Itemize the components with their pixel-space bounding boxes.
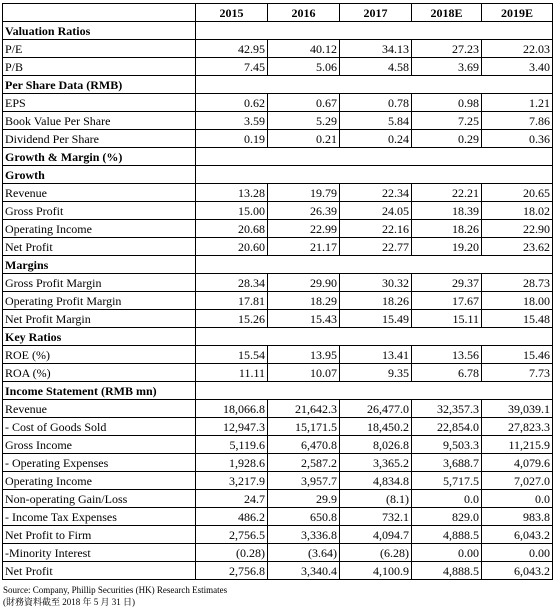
value-cell: 13.28 <box>196 184 268 202</box>
value-cell: 5,119.6 <box>196 436 268 454</box>
value-cell: 26,477.0 <box>340 400 412 418</box>
value-cell: 4,888.5 <box>412 562 482 580</box>
value-cell: 22.34 <box>340 184 412 202</box>
table-row <box>3 274 553 292</box>
value-cell: 0.36 <box>482 130 553 148</box>
value-cell: 40.12 <box>268 40 340 58</box>
value-cell: 2,756.5 <box>196 526 268 544</box>
value-cell: 7.86 <box>482 112 553 130</box>
section-header-row <box>3 166 553 184</box>
value-cell: 18.26 <box>340 292 412 310</box>
row-label: ROA (%) <box>3 364 196 382</box>
value-cell: 15.11 <box>412 310 482 328</box>
section-title: Growth & Margin (%) <box>3 148 196 166</box>
table-row <box>3 364 553 382</box>
value-cell: 28.73 <box>482 274 553 292</box>
section-header-row <box>3 148 553 166</box>
section-blank-cell <box>196 256 553 274</box>
value-cell: 15.54 <box>196 346 268 364</box>
section-header-row <box>3 256 553 274</box>
value-cell: 22.99 <box>268 220 340 238</box>
value-cell: 12,947.3 <box>196 418 268 436</box>
value-cell: 29.37 <box>412 274 482 292</box>
value-cell: 22.16 <box>340 220 412 238</box>
row-label: Operating Profit Margin <box>3 292 196 310</box>
table-row <box>3 202 553 220</box>
value-cell: 4,094.7 <box>340 526 412 544</box>
value-cell: 13.95 <box>268 346 340 364</box>
value-cell: 2,587.2 <box>268 454 340 472</box>
value-cell: 3,957.7 <box>268 472 340 490</box>
row-label: Net Profit Margin <box>3 310 196 328</box>
value-cell: 17.81 <box>196 292 268 310</box>
value-cell: 4,079.6 <box>482 454 553 472</box>
year-header: 2016 <box>268 4 340 22</box>
row-label: -Minority Interest <box>3 544 196 562</box>
row-label: Non-operating Gain/Loss <box>3 490 196 508</box>
value-cell: 18,066.8 <box>196 400 268 418</box>
year-header: 2018E <box>412 4 482 22</box>
value-cell: 15.26 <box>196 310 268 328</box>
row-label: Operating Income <box>3 220 196 238</box>
value-cell: 3,340.4 <box>268 562 340 580</box>
value-cell: 20.60 <box>196 238 268 256</box>
table-row <box>3 472 553 490</box>
value-cell: 15.48 <box>482 310 553 328</box>
value-cell: 11.11 <box>196 364 268 382</box>
value-cell: 6.78 <box>412 364 482 382</box>
row-label: - Cost of Goods Sold <box>3 418 196 436</box>
value-cell: 5.06 <box>268 58 340 76</box>
value-cell: 0.00 <box>412 544 482 562</box>
section-title: Margins <box>3 256 196 274</box>
value-cell: 15.46 <box>482 346 553 364</box>
value-cell: 29.90 <box>268 274 340 292</box>
value-cell: 18.26 <box>412 220 482 238</box>
value-cell: 15.00 <box>196 202 268 220</box>
table-row <box>3 220 553 238</box>
value-cell: 42.95 <box>196 40 268 58</box>
value-cell: 4,834.8 <box>340 472 412 490</box>
financial-table-body <box>3 4 553 580</box>
value-cell: 829.0 <box>412 508 482 526</box>
value-cell: 27,823.3 <box>482 418 553 436</box>
row-label: Revenue <box>3 184 196 202</box>
date-note: (財務資料截至 2018 年 5 月 31 日) <box>3 597 135 607</box>
value-cell: 22.77 <box>340 238 412 256</box>
value-cell: 17.67 <box>412 292 482 310</box>
value-cell: 983.8 <box>482 508 553 526</box>
value-cell: 0.21 <box>268 130 340 148</box>
value-cell: 0.78 <box>340 94 412 112</box>
year-header: 2017 <box>340 4 412 22</box>
value-cell: 13.41 <box>340 346 412 364</box>
value-cell: 3,336.8 <box>268 526 340 544</box>
row-label: Gross Profit <box>3 202 196 220</box>
value-cell: 6,043.2 <box>482 526 553 544</box>
value-cell: 32,357.3 <box>412 400 482 418</box>
value-cell: 21,642.3 <box>268 400 340 418</box>
value-cell: 6,470.8 <box>268 436 340 454</box>
table-row <box>3 238 553 256</box>
value-cell: 5.84 <box>340 112 412 130</box>
value-cell: 18.39 <box>412 202 482 220</box>
section-blank-cell <box>196 328 553 346</box>
value-cell: 15.49 <box>340 310 412 328</box>
section-header-row <box>3 76 553 94</box>
row-label: Gross Income <box>3 436 196 454</box>
value-cell: 7.25 <box>412 112 482 130</box>
financial-summary <box>2 3 553 580</box>
value-cell: 22,854.0 <box>412 418 482 436</box>
value-cell: 26.39 <box>268 202 340 220</box>
year-header: 2019E <box>482 4 553 22</box>
table-row <box>3 346 553 364</box>
value-cell: 4,888.5 <box>412 526 482 544</box>
row-label: EPS <box>3 94 196 112</box>
source-note: Source: Company, Phillip Securities (HK) Research Estimates <box>3 585 228 595</box>
value-cell: 9.35 <box>340 364 412 382</box>
value-cell: 8,026.8 <box>340 436 412 454</box>
value-cell: 22.21 <box>412 184 482 202</box>
row-label: ROE (%) <box>3 346 196 364</box>
table-row <box>3 418 553 436</box>
section-blank-cell <box>196 148 553 166</box>
section-header-row <box>3 328 553 346</box>
value-cell: 27.23 <box>412 40 482 58</box>
value-cell: 15.43 <box>268 310 340 328</box>
table-row <box>3 130 553 148</box>
value-cell: 10.07 <box>268 364 340 382</box>
value-cell: 20.68 <box>196 220 268 238</box>
section-title: Growth <box>3 166 196 184</box>
value-cell: 0.19 <box>196 130 268 148</box>
value-cell: 18,450.2 <box>340 418 412 436</box>
value-cell: 29.9 <box>268 490 340 508</box>
row-label: - Income Tax Expenses <box>3 508 196 526</box>
value-cell: (6.28) <box>340 544 412 562</box>
table-row <box>3 436 553 454</box>
table-row <box>3 526 553 544</box>
value-cell: 7.73 <box>482 364 553 382</box>
value-cell: 0.62 <box>196 94 268 112</box>
header-corner-cell <box>3 4 196 22</box>
value-cell: 21.17 <box>268 238 340 256</box>
value-cell: 2,756.8 <box>196 562 268 580</box>
value-cell: (0.28) <box>196 544 268 562</box>
section-header-row <box>3 382 553 400</box>
value-cell: 0.0 <box>482 490 553 508</box>
section-blank-cell <box>196 22 553 40</box>
value-cell: 6,043.2 <box>482 562 553 580</box>
value-cell: 7,027.0 <box>482 472 553 490</box>
value-cell: 486.2 <box>196 508 268 526</box>
row-label: Net Profit <box>3 562 196 580</box>
table-row <box>3 40 553 58</box>
value-cell: 5.29 <box>268 112 340 130</box>
section-title: Income Statement (RMB mn) <box>3 382 196 400</box>
value-cell: (3.64) <box>268 544 340 562</box>
value-cell: 18.29 <box>268 292 340 310</box>
table-row <box>3 292 553 310</box>
value-cell: 5,717.5 <box>412 472 482 490</box>
value-cell: 4.58 <box>340 58 412 76</box>
row-label: Dividend Per Share <box>3 130 196 148</box>
table-row <box>3 490 553 508</box>
value-cell: 7.45 <box>196 58 268 76</box>
section-title: Valuation Ratios <box>3 22 196 40</box>
value-cell: 0.24 <box>340 130 412 148</box>
financial-table <box>2 3 553 580</box>
table-row <box>3 94 553 112</box>
section-title: Key Ratios <box>3 328 196 346</box>
table-row <box>3 544 553 562</box>
value-cell: 3.40 <box>482 58 553 76</box>
section-header-row <box>3 22 553 40</box>
value-cell: 3.69 <box>412 58 482 76</box>
row-label: Gross Profit Margin <box>3 274 196 292</box>
table-row <box>3 454 553 472</box>
value-cell: 24.05 <box>340 202 412 220</box>
value-cell: 650.8 <box>268 508 340 526</box>
row-label: Operating Income <box>3 472 196 490</box>
value-cell: 3.59 <box>196 112 268 130</box>
value-cell: 0.29 <box>412 130 482 148</box>
row-label: Net Profit to Firm <box>3 526 196 544</box>
value-cell: 732.1 <box>340 508 412 526</box>
section-title: Per Share Data (RMB) <box>3 76 196 94</box>
value-cell: 3,688.7 <box>412 454 482 472</box>
value-cell: 11,215.9 <box>482 436 553 454</box>
value-cell: 39,039.1 <box>482 400 553 418</box>
table-row <box>3 508 553 526</box>
table-row <box>3 310 553 328</box>
row-label: P/B <box>3 58 196 76</box>
table-row <box>3 58 553 76</box>
table-row <box>3 112 553 130</box>
value-cell: 9,503.3 <box>412 436 482 454</box>
value-cell: 28.34 <box>196 274 268 292</box>
row-label: Net Profit <box>3 238 196 256</box>
value-cell: 0.0 <box>412 490 482 508</box>
value-cell: 0.98 <box>412 94 482 112</box>
row-label: P/E <box>3 40 196 58</box>
value-cell: 0.67 <box>268 94 340 112</box>
year-header: 2015 <box>196 4 268 22</box>
value-cell: 19.20 <box>412 238 482 256</box>
value-cell: 19.79 <box>268 184 340 202</box>
table-row <box>3 400 553 418</box>
row-label: - Operating Expenses <box>3 454 196 472</box>
section-blank-cell <box>196 166 553 184</box>
value-cell: 24.7 <box>196 490 268 508</box>
section-blank-cell <box>196 76 553 94</box>
table-row <box>3 562 553 580</box>
section-blank-cell <box>196 382 553 400</box>
value-cell: 1,928.6 <box>196 454 268 472</box>
value-cell: 22.90 <box>482 220 553 238</box>
value-cell: 18.02 <box>482 202 553 220</box>
value-cell: 4,100.9 <box>340 562 412 580</box>
value-cell: 13.56 <box>412 346 482 364</box>
value-cell: 34.13 <box>340 40 412 58</box>
value-cell: 18.00 <box>482 292 553 310</box>
value-cell: 30.32 <box>340 274 412 292</box>
value-cell: 15,171.5 <box>268 418 340 436</box>
row-label: Book Value Per Share <box>3 112 196 130</box>
year-header-row <box>3 4 553 22</box>
value-cell: 23.62 <box>482 238 553 256</box>
value-cell: (8.1) <box>340 490 412 508</box>
table-row <box>3 184 553 202</box>
value-cell: 3,217.9 <box>196 472 268 490</box>
value-cell: 3,365.2 <box>340 454 412 472</box>
row-label: Revenue <box>3 400 196 418</box>
value-cell: 20.65 <box>482 184 553 202</box>
value-cell: 0.00 <box>482 544 553 562</box>
value-cell: 1.21 <box>482 94 553 112</box>
value-cell: 22.03 <box>482 40 553 58</box>
